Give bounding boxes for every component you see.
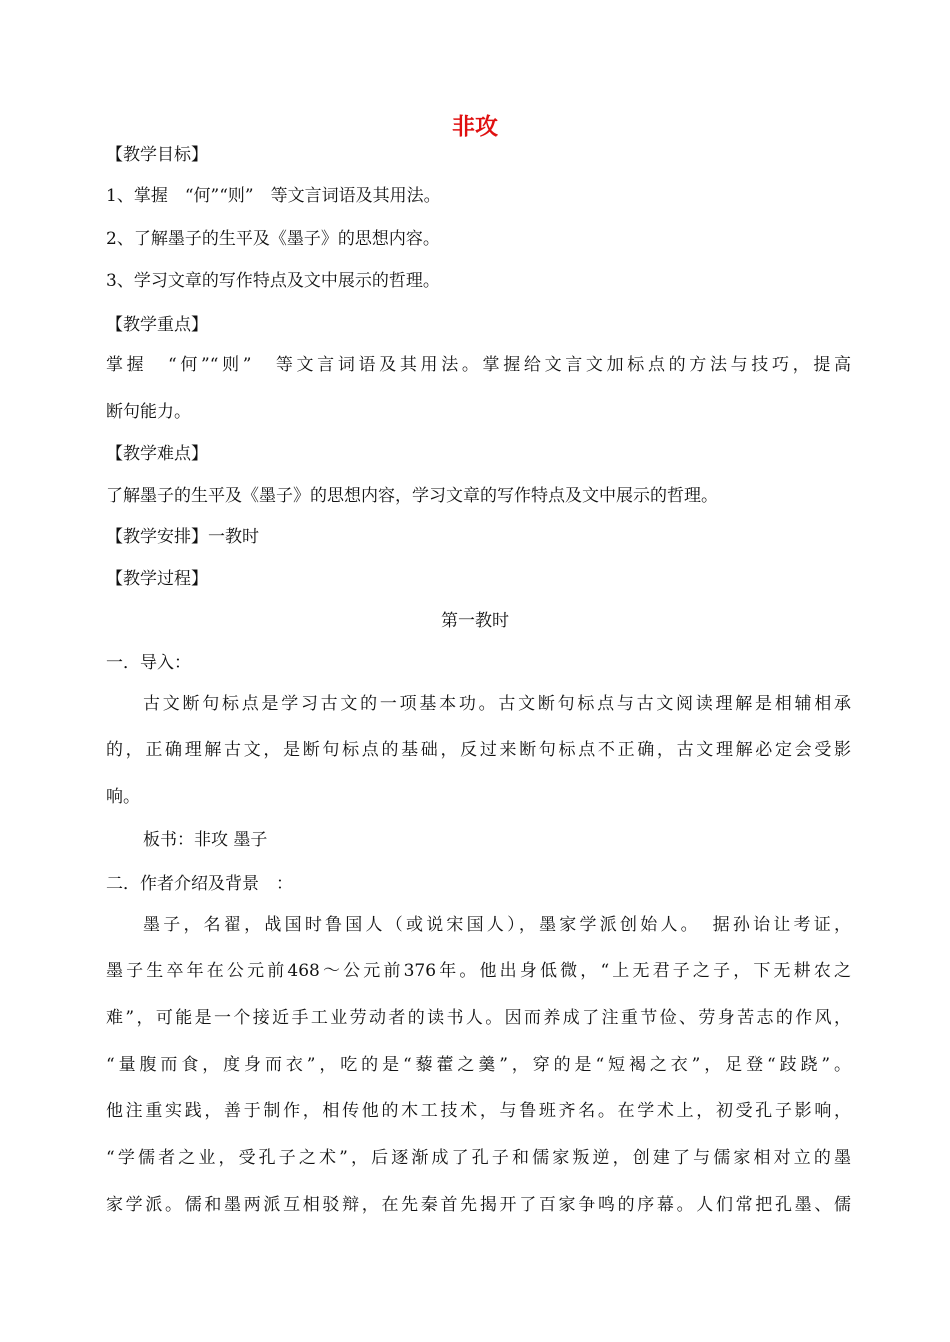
objective-2: 2、了解墨子的生平及《墨子》的思想内容。 <box>106 229 440 249</box>
objective-1: 1、掌握 “何”“则” 等文言词语及其用法。 <box>106 186 441 206</box>
heading-teaching-objectives: 【教学目标】 <box>106 145 208 165</box>
intro-paragraph-line-1: 古文断句标点是学习古文的一项基本功。古文断句标点与古文阅读理解是相辅相承 <box>143 694 851 714</box>
objective-3: 3、学习文章的写作特点及文中展示的哲理。 <box>106 271 440 291</box>
author-paragraph-line-1: 墨子，名翟，战国时鲁国人（或说宋国人），墨家学派创始人。 据孙诒让考证， <box>143 915 851 935</box>
author-paragraph-line-2: 墨子生卒年在公元前468～公元前376年。他出身低微，“上无君子之子，下无耕农之 <box>106 961 851 981</box>
author-paragraph-line-5: 他注重实践，善于制作，相传他的木工技术，与鲁班齐名。在学术上，初受孔子影响， <box>106 1101 851 1121</box>
focus-text-line-1: 掌握 “何”“则” 等文言词语及其用法。掌握给文言文加标点的方法与技巧，提高 <box>106 355 851 375</box>
heading-teaching-process: 【教学过程】 <box>106 569 208 589</box>
document-title: 非攻 <box>452 114 498 140</box>
section-2-heading: 二．作者介绍及背景 ： <box>106 874 293 894</box>
board-note: 板书：非攻 墨子 <box>143 830 268 850</box>
author-paragraph-line-3: 难”，可能是一个接近手工业劳动者的读书人。因而养成了注重节俭、劳身苦志的作风， <box>106 1008 851 1028</box>
author-paragraph-line-4: “量腹而食，度身而衣”，吃的是“藜藿之羹”，穿的是“短褐之衣”，足登“跂跷”。 <box>106 1055 851 1075</box>
heading-teaching-arrangement: 【教学安排】一教时 <box>106 527 259 547</box>
author-paragraph-line-6: “学儒者之业，受孔子之术”，后逐渐成了孔子和儒家叛逆，创建了与儒家相对立的墨 <box>106 1148 851 1168</box>
lesson-heading: 第一教时 <box>441 611 509 631</box>
heading-teaching-difficulty: 【教学难点】 <box>106 444 208 464</box>
intro-paragraph-line-2: 的，正确理解古文，是断句标点的基础，反过来断句标点不正确，古文理解必定会受影 <box>106 740 851 760</box>
section-1-heading: 一．导入： <box>106 653 191 673</box>
heading-teaching-focus: 【教学重点】 <box>106 315 208 335</box>
intro-paragraph-line-3: 响。 <box>106 787 140 807</box>
author-paragraph-line-7: 家学派。儒和墨两派互相驳辩，在先秦首先揭开了百家争鸣的序幕。人们常把孔墨、儒 <box>106 1195 851 1215</box>
difficulty-text: 了解墨子的生平及《墨子》的思想内容，学习文章的写作特点及文中展示的哲理。 <box>106 486 718 506</box>
focus-text-line-2: 断句能力。 <box>106 402 191 422</box>
